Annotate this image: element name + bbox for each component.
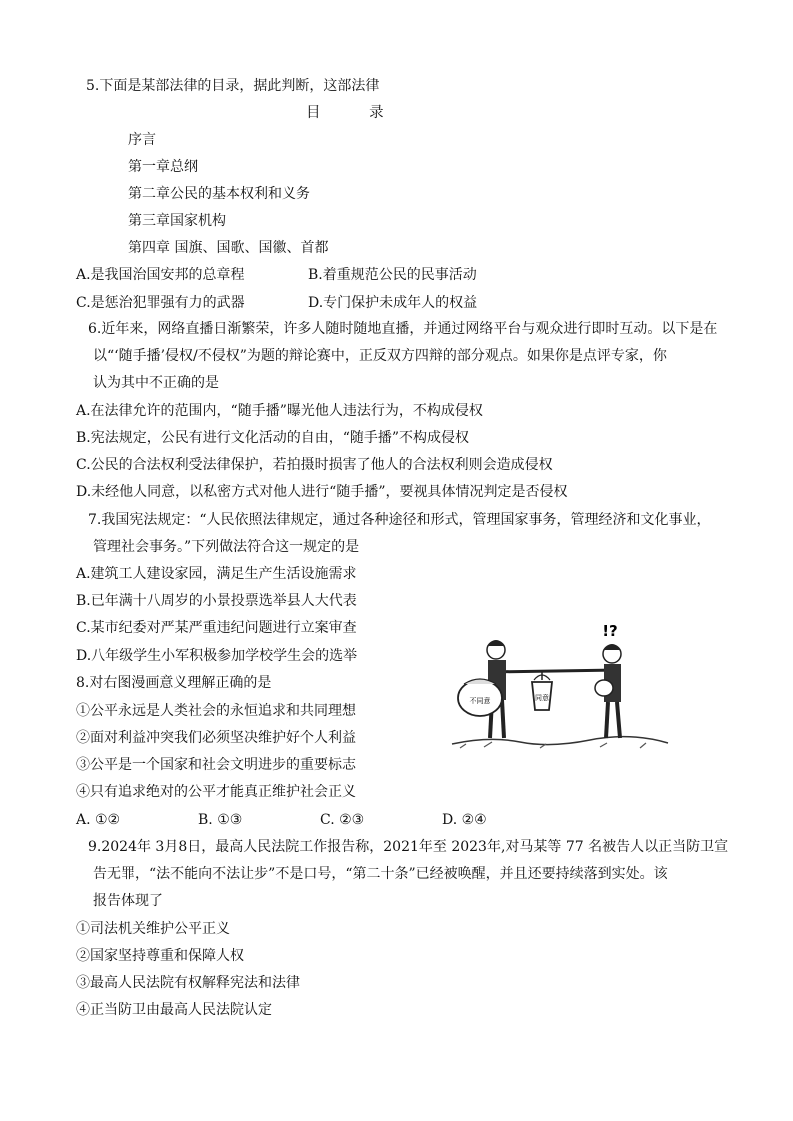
q8-choice-d: D. ②④ [442, 812, 487, 828]
q8-choice-c: C. ②③ [320, 812, 365, 828]
q9-stem-line: 报告体现了 [93, 893, 163, 909]
cartoon-left-bag-label: 不同意 [469, 697, 491, 705]
q7-option: B.已年满十八周岁的小景投票选举县人大代表 [76, 593, 357, 609]
q7-option: C.某市纪委对严某严重违纪问题进行立案审查 [76, 620, 357, 636]
toc-item: 序言 [128, 132, 156, 148]
q6-option: C.公民的合法权利受法律保护，若拍摄时损害了他人的合法权利则会造成侵权 [76, 457, 553, 473]
q8-item: ②面对利益冲突我们必须坚决维护好个人利益 [76, 730, 356, 746]
q5-option-a: A.是我国治国安邦的总章程 [76, 267, 245, 283]
q5-option-d: D.专门保护未成年人的权益 [308, 295, 478, 311]
q7-option: D.八年级学生小军积极参加学校学生会的选举 [76, 648, 358, 664]
q7-option: A.建筑工人建设家园，满足生产生活设施需求 [76, 566, 357, 582]
q7-stem-line: 7.我国宪法规定：“人民依照法律规定，通过各种途径和形式，管理国家事务，管理经济和文化事业， [88, 512, 711, 528]
q8-choices [76, 810, 564, 830]
toc-item: 第一章总纲 [128, 159, 198, 175]
q5-stem: 5.下面是某部法律的目录，据此判断，这部法律 [86, 78, 380, 94]
toc-item: 第二章公民的基本权利和义务 [128, 186, 310, 202]
q9-item: ④正当防卫由最高人民法院认定 [76, 1002, 272, 1018]
fairness-cartoon [450, 620, 670, 752]
toc-title: 目 录 [306, 105, 406, 121]
q9-item: ①司法机关维护公平正义 [76, 921, 230, 937]
q5-option-b: B.着重规范公民的民事活动 [308, 267, 477, 283]
q6-stem-line: 以“‘随手播’侵权/不侵权”为题的辩论赛中，正反双方四辩的部分观点。如果你是点评专家，你 [93, 348, 667, 364]
q6-stem-line: 6.近年来，网络直播日渐繁荣，许多人随时随地直播，并通过网络平台与观众进行即时互动。以下是在 [88, 321, 718, 337]
q9-item: ③最高人民法院有权解释宪法和法律 [76, 975, 300, 991]
q9-item: ②国家坚持尊重和保障人权 [76, 948, 244, 964]
toc-item: 第四章 国旗、国歌、国徽、首都 [128, 240, 329, 256]
q9-stem-line: 9.2024年 3月8日，最高人民法院工作报告称，2021年至 2023年,对马某等 77 名被告人以正当防卫宣 [88, 839, 729, 855]
q9-stem-line: 告无罪，“法不能向不法让步”不是口号，“第二十条”已经被唤醒，并且还要持续落到实处。该 [93, 866, 668, 882]
q6-option: B.宪法规定，公民有进行文化活动的自由，“随手播”不构成侵权 [76, 430, 470, 446]
toc-item: 第三章国家机构 [128, 213, 226, 229]
q8-stem: 8.对右图漫画意义理解正确的是 [76, 675, 272, 691]
q5-option-c: C.是惩治犯罪强有力的武器 [76, 295, 245, 311]
q8-item: ①公平永远是人类社会的永恒追求和共同理想 [76, 703, 356, 719]
q8-item: ③公平是一个国家和社会文明进步的重要标志 [76, 757, 356, 773]
q6-option: A.在法律允许的范围内，“随手播”曝光他人违法行为，不构成侵权 [76, 403, 483, 419]
q6-option: D.未经他人同意，以私密方式对他人进行“随手播”，要视具体情况判定是否侵权 [76, 484, 568, 500]
q8-item: ④只有追求绝对的公平才能真正维护社会正义 [76, 784, 356, 800]
cartoon-marks: !? [602, 622, 618, 640]
cartoon-bucket-label: 同意 [535, 694, 549, 702]
q6-stem-line: 认为其中不正确的是 [93, 375, 219, 391]
q8-choice-a: A. ①② [76, 812, 121, 828]
q7-stem-line: 管理社会事务。”下列做法符合这一规定的是 [93, 539, 360, 555]
q8-choice-b: B. ①③ [198, 812, 243, 828]
